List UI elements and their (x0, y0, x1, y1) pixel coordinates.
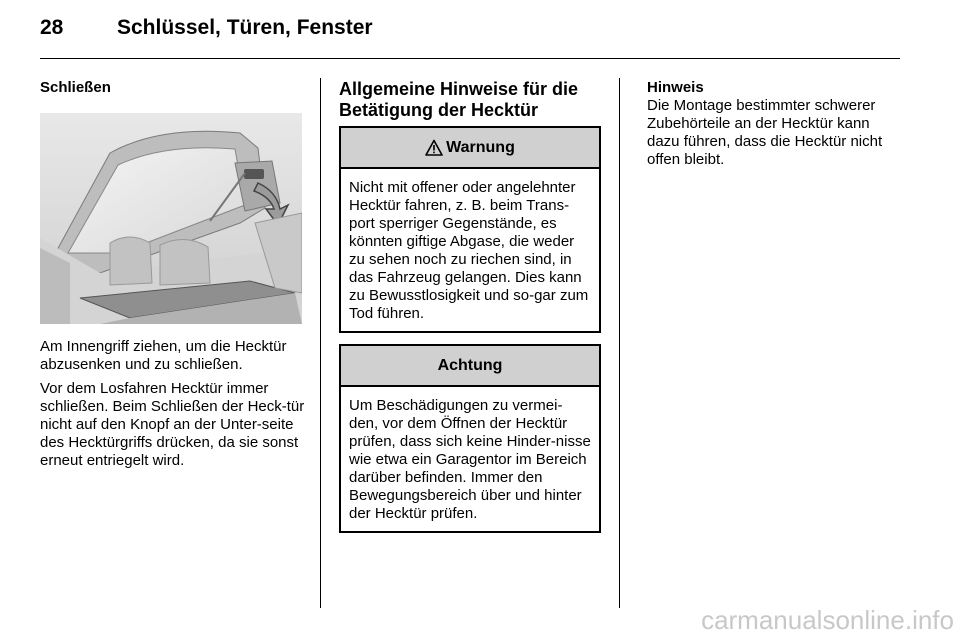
warning-box-header (341, 128, 599, 169)
caution-box-header (341, 346, 599, 387)
tailgate-illustration (40, 113, 302, 324)
note-text: Die Montage bestimmter schwerer Zubehörteile an der Hecktür kann dazu führen, dass die Hecktür nicht offen bleibt. (647, 97, 883, 168)
chapter-title: Schlüssel, Türen, Fenster (117, 16, 373, 39)
section-heading-closing: Schließen (40, 79, 111, 96)
tailgate-illustration-drawing (40, 113, 302, 324)
paragraph-close-before-driving: Vor dem Losfahren Hecktür immer schließen. Beim Schließen der Heck-tür nicht auf den Knopf an der Unter-seite des Hecktürgriffs drücken, da sie sonst erneut entriegelt wird. (40, 380, 305, 469)
caution-box (339, 344, 601, 533)
column-divider-left (320, 78, 321, 608)
paragraph-pull-handle: Am Innengriff ziehen, um die Hecktür abzusenken und zu schließen. (40, 338, 287, 373)
right-column (647, 79, 905, 175)
page-number: 28 (40, 16, 64, 39)
section-heading-general-notes: Allgemeine Hinweise für die Betätigung der Hecktür (339, 79, 579, 120)
warning-text: Nicht mit offener oder angelehnter Hecktür fahren, z. B. beim Trans-port sperriger Gegenstände, es könnten giftige Abgase, die weder zu sehen noch zu riechen sind, in das Fahrzeug gelangen. Dies kann zu Bewusstlosigkeit und so-gar zum Tod führen. (349, 179, 589, 322)
watermark: carmanualsonline.info (701, 605, 954, 635)
column-divider-right (619, 78, 620, 608)
header-rule (40, 58, 900, 59)
caution-title: Achtung (437, 356, 503, 374)
caution-text: Um Beschädigungen zu vermei-den, vor dem Öffnen der Hecktür prüfen, dass sich keine Hinder-nisse wie etwa ein Garagentor im Bereich darüber befinden. Immer den Bewegungsbereich über und hinter der Hecktür prüfen. (349, 397, 591, 522)
warning-triangle-icon (425, 139, 443, 157)
left-column (40, 79, 308, 476)
warning-box (339, 126, 601, 333)
warning-title: Warnung (446, 138, 515, 156)
note-title: Hinweis (647, 79, 704, 96)
middle-column (339, 79, 601, 533)
